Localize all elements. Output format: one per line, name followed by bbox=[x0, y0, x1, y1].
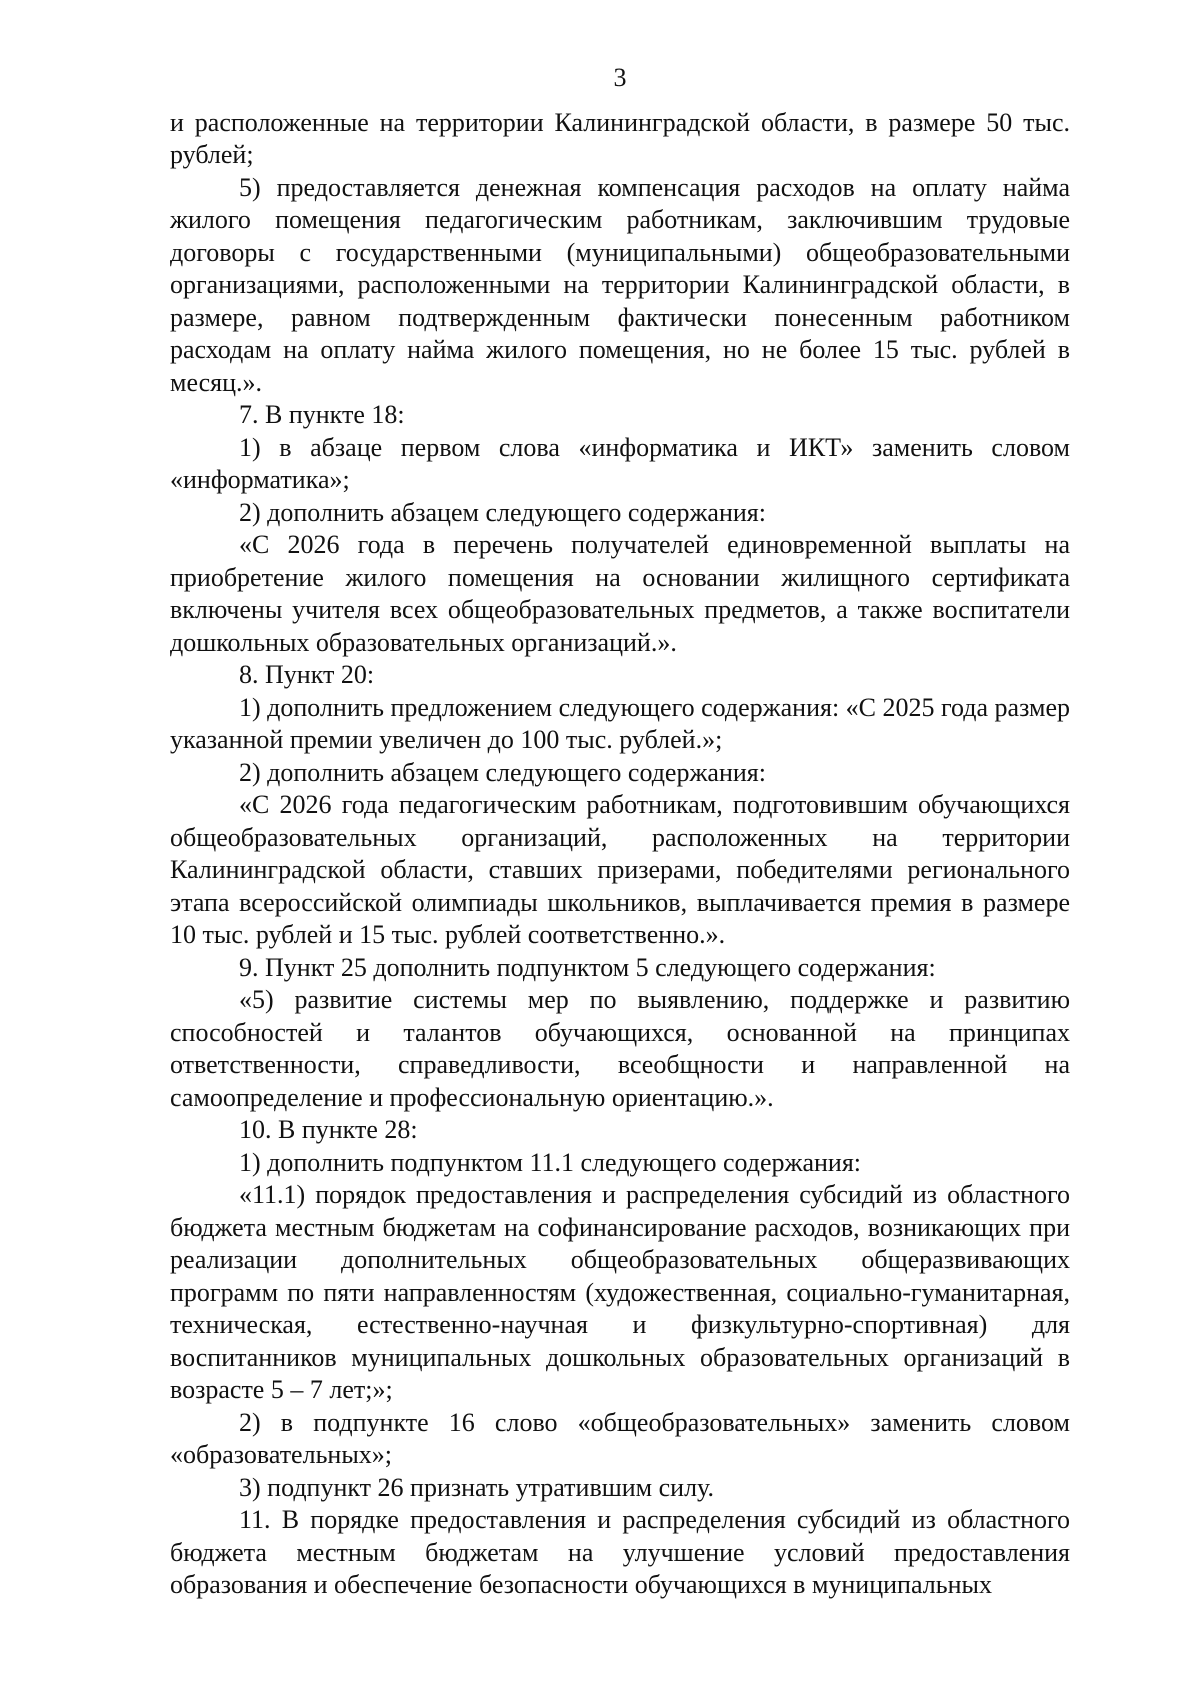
paragraph: 5) предоставляется денежная компенсация расходов на оплату найма жилого помещения педагогическим работникам, заключившим трудовые договоры с государственными (муниципальными) общеобразовательными организациями, расположенными на территории Калининградской области, в размере, равном подтвержденным фактически понесенным работником расходам на оплату найма жилого помещения, но не более 15 тыс. рублей в месяц.». bbox=[170, 172, 1070, 397]
paragraph: 8. Пункт 20: bbox=[239, 660, 375, 689]
document-body bbox=[170, 107, 1070, 1602]
paragraph: 2) дополнить абзацем следующего содержания: bbox=[239, 497, 766, 527]
document-page bbox=[170, 62, 1070, 1602]
paragraph: 2) в подпункте 16 слово «общеобразовательных» заменить словом «образовательных»; bbox=[170, 1407, 1070, 1469]
paragraph: 7. В пункте 18: bbox=[239, 400, 405, 429]
paragraph: 11. В порядке предоставления и распределения субсидий из областного бюджета местным бюджетам на улучшение условий предоставления образования и обеспечение безопасности обучающихся в муниципальных bbox=[170, 1505, 1070, 1599]
paragraph: «С 2026 года в перечень получателей единовременной выплаты на приобретение жилого помещения на основании жилищного сертификата включены учителя всех общеобразовательных предметов, а также воспитатели дошкольных образовательных организаций.». bbox=[170, 530, 1070, 657]
paragraph: 1) дополнить предложением следующего содержания: «С 2025 года размер указанной премии увеличен до 100 тыс. рублей.»; bbox=[170, 692, 1070, 754]
paragraph: «11.1) порядок предоставления и распределения субсидий из областного бюджета местным бюджетам на софинансирование расходов, возникающих при реализации дополнительных общеобразовательных общеразвивающих программ по пяти направленностям (художественная, социально-гуманитарная, техническая, естественно-научная и физкультурно-спортивная) для воспитанников муниципальных дошкольных образовательных организаций в возрасте 5 – 7 лет;»; bbox=[170, 1180, 1070, 1404]
paragraph: 1) в абзаце первом слова «информатика и ИКТ» заменить словом «информатика»; bbox=[170, 432, 1070, 494]
paragraph: 1) дополнить подпунктом 11.1 следующего содержания: bbox=[239, 1147, 862, 1177]
page-number: 3 bbox=[613, 63, 627, 92]
paragraph: 9. Пункт 25 дополнить подпунктом 5 следующего содержания: bbox=[239, 952, 936, 982]
paragraph: 3) подпункт 26 признать утратившим силу. bbox=[239, 1472, 714, 1502]
paragraph: и расположенные на территории Калининградской области, в размере 50 тыс. рублей; bbox=[170, 107, 1070, 169]
paragraph: 2) дополнить абзацем следующего содержания: bbox=[239, 757, 766, 787]
paragraph: «С 2026 года педагогическим работникам, подготовившим обучающихся общеобразовательных организаций, расположенных на территории Калининградской области, ставших призерами, победителями регионального этапа всероссийской олимпиады школьников, выплачивается премия в размере 10 тыс. рублей и 15 тыс. рублей соответственно.». bbox=[170, 790, 1070, 949]
paragraph: 10. В пункте 28: bbox=[239, 1115, 418, 1144]
paragraph: «5) развитие системы мер по выявлению, поддержке и развитию способностей и талантов обучающихся, основанной на принципах ответственности, справедливости, всеобщности и направленной на самоопределение и профессиональную ориентацию.». bbox=[170, 985, 1070, 1112]
